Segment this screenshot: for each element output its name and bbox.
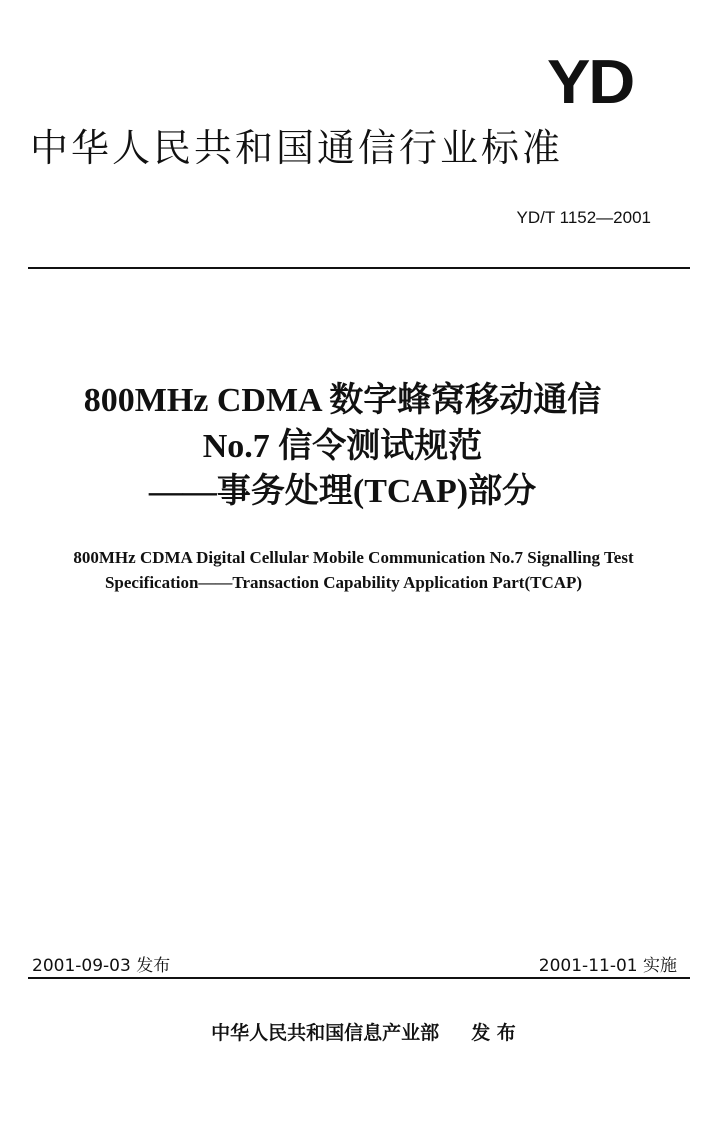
title-line-2: No.7 信令测试规范	[202, 428, 483, 465]
publisher: 中华人民共和国信息产业部	[211, 1022, 440, 1044]
publish-label: 发 布	[471, 1022, 516, 1044]
bottom-divider	[28, 977, 690, 979]
title-line-1: 800MHz CDMA 数字蜂窝移动通信	[83, 382, 602, 419]
publisher-line	[0, 1018, 727, 1045]
top-divider	[28, 267, 690, 269]
yd-logo: YD	[546, 48, 634, 117]
english-title-line-1: 800MHz CDMA Digital Cellular Mobile Communication No.7 Signalling Test	[73, 548, 634, 567]
standard-code: YD/T 1152—2001	[516, 208, 651, 227]
organization-title: 中华人民共和国通信行业标准	[30, 126, 564, 170]
english-title-line-2: Specification——Transaction Capability Application Part(TCAP)	[104, 573, 583, 592]
issue-date: 2001-09-03 发布	[32, 956, 171, 976]
implementation-date: 2001-11-01 实施	[538, 956, 677, 976]
title-line-3: ——事务处理(TCAP)部分	[148, 473, 537, 510]
